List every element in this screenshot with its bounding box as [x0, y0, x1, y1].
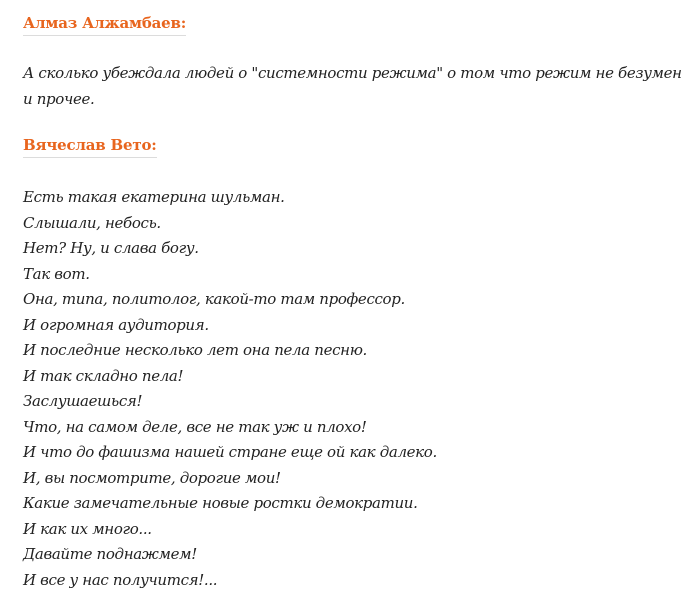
message-line: И как их много... — [23, 519, 152, 538]
message-line: И, вы посмотрите, дорогие мои! — [23, 468, 281, 487]
message-line: Давайте поднажмем! — [23, 545, 197, 563]
message-line: И так складно пела! — [23, 366, 184, 385]
message-line: А сколько убеждала людей о "системности режима" о том что режим не безумен — [23, 64, 682, 82]
post-message — [23, 185, 673, 593]
author-name-link[interactable]: Вячеслав Вето: — [23, 136, 157, 158]
post — [23, 136, 691, 593]
message-line: И все у нас получится!... — [23, 570, 218, 589]
message-line: И что до фашизма нашей стране еще ой как далеко. — [23, 443, 437, 461]
message-line: Заслушаешься! — [23, 392, 143, 410]
post-message — [23, 61, 682, 112]
message-line: Есть такая екатерина шульман. — [23, 188, 285, 206]
message-line: и прочее. — [23, 89, 95, 108]
message-line: Нет? Ну, и слава богу. — [23, 239, 199, 257]
message-line: Слышали, небось. — [23, 213, 161, 232]
message-line: И огромная аудитория. — [23, 315, 209, 334]
message-line: Она, типа, политолог, какой-то там профессор. — [23, 290, 405, 308]
message-line: Какие замечательные новые ростки демократии. — [23, 494, 418, 512]
post — [23, 0, 691, 112]
comment-thread — [23, 0, 691, 593]
message-line: Что, на самом деле, все не так уж и плохо! — [23, 417, 367, 436]
message-line: И последние несколько лет она пела песню. — [23, 341, 367, 359]
message-line: Так вот. — [23, 264, 90, 283]
author-name-link[interactable]: Алмаз Алжамбаев: — [23, 14, 186, 36]
